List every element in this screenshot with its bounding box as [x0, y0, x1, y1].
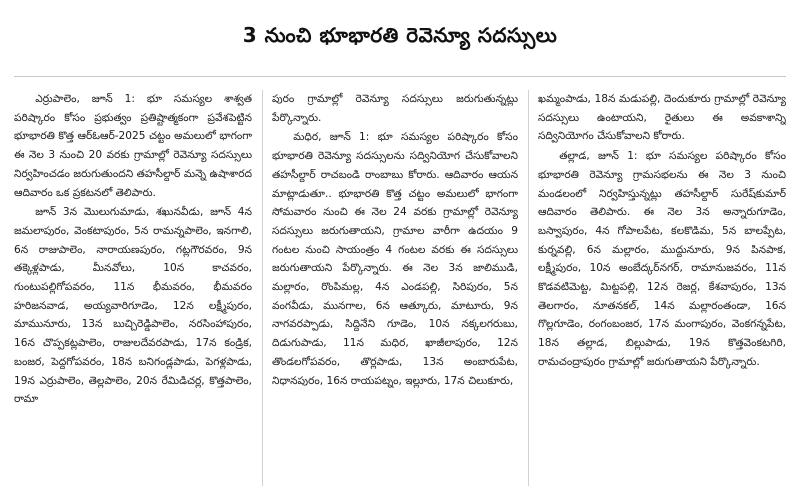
paragraph-madhira-closing: ఖమ్మంపాడు, 18న మడుపల్లి, దెందుకూరు గ్రామాల్లో రెవెన్యూ సదస్సులు ఉంటాయని, రైతులు ఈ అవకాశాన్ని సద్వినియోగం చేసుకోవాలని కోరారు.: [538, 93, 786, 143]
headline-divider: [14, 76, 786, 77]
paragraph-yerrupalem-intro: ఎర్రుపాలెం, జూన్ 1: భూ సమస్యల శాశ్వత పరిష్కారం కోసం ప్రభుత్వం ప్రతిష్టాత్మకంగా ప్రవేశపెట్టిన భూభారతి కొత్త ఆర్ఓఆర్-2025 చట్టం అమలులో భాగంగా ఈ నెల 3 నుంచి 20 వరకు గ్రామాల్లో రెవెన్యూ సదస్సులు నిర్వహించడం జరుగుతుందని తహసీల్దార్ మన్నె ఉషాశారద ఆదివారం ఒక ప్రకటనలో తెలిపారు.: [14, 93, 252, 199]
paragraph-madhira: మధిర, జూన్ 1: భూ సమస్యల పరిష్కారం కోసం భూభారతి రెవెన్యూ సదస్సులను సద్వినియోగ చేసుకోవాలని తహసీల్దార్ రాచబండి రాంబాబు కోరారు. ఆదివారం ఆయన మాట్లాడుతూ.. భూభారతి కొత్త చట్టం అమలులో భాగంగా సోమవారం నుంచి ఈ నెల 24 వరకు గ్రామాల్లో రెవెన్యూ సదస్సులు జరుగుతాయని, గ్రామాల వారీగా ఉదయం 9 గంటల నుంచి సాయంత్రం 4 గంటల వరకు ఈ సదస్సులు జరుగుతాయని పేర్కొన్నారు. ఈ నెల 3న జాలిముడి, మల్లారం, రొంపిమల్ల, 4న ఎండపల్లి, సిరిపురం, 5న వంగవీడు, మునగాల, 6న ఆత్కూరు, మాటూరు, 9న నాగవరప్పాడు, సిద్దినేని గూడెం, 10న నక్కలగరుబు, దిడుగుపాడు, 11న మధిర, ఖాజీలాపురం, 12న తొండలగోపవరం, తొర్లపాడు, 13న అంబారుపేట, నిధానపురం, 16న రాయపట్నం, ఇల్లూరు, 17న చిలుకూరు,: [272, 131, 518, 387]
article-body: [14, 90, 786, 490]
article-headline: 3 నుంచి భూభారతి రెవెన్యూ సదస్సులు: [242, 23, 558, 47]
column-divider-1: [262, 90, 263, 486]
paragraph-yerrupalem-schedule: జూన్ 3న మొలుగుమాడు, శఖునవీడు, జూన్ 4న జమలాపురం, వెంకటాపురం, 5న రామన్నపాలెం, ఇనగాలి, 6న రాజుపాలెం, నారాయణపురం, గట్లగౌరవరం, 9న తక్కెళ్లపాడు, మీనవోలు, 10న కాచవరం, గుంటుపల్లిగోపవరం, 11న భీమవరం, భీమవరం హరిజనవాడ, అయ్యవారిగూడెం, 12న లక్ష్మీపురం, మామునూరు, 13న బుచ్చిరెడ్డిపాలెం, నరసింహాపురం, 16న చొప్పకట్లపాలెం, రాజులదేవరపాడు, 17న కండ్రిక, బంజర, పెద్దగోపవరం, 18న బనిగండ్లపాడు, పెగళ్లపాడు, 19న ఎర్రుపాలెం, తెల్లపాలెం, 20న రేమిడిచర్ల, కొత్తపాలెం, రామా: [14, 206, 252, 406]
article-column-1: [14, 90, 252, 490]
paragraph-tallada: తల్లాడ, జూన్ 1: భూ సమస్యల పరిష్కారం కోసం భూభారతి రెవెన్యూ గ్రామసభలను ఈ నెల 3 నుంచి మండలంలో నిర్వహిస్తున్నట్లు తహసీల్దార్ సురేష్‌కుమార్ ఆదివారం తెలిపారు. ఈ నెల 3న అన్నారుగూడెం, బస్వాపురం, 4న గోపాలపేట, కలకొడిమ, 5న బాలప్పేట, కుర్నవల్లి, 6న మల్లారం, ముద్దునూరు, 9న పినపాక, లక్ష్మీపురం, 10న అంబేద్కర్‌నగర్, రామానుజవరం, 11న కొడవటిమెట్ట, మిట్టపల్లి, 12న రెజర్ల, కేశవాపురం, 13న తెలగారం, నూతనకల్, 14న మల్లారంతండా, 16న గొల్లగూడెం, రంగంబంజర, 17న మంగాపురం, వెంకగన్నపేట, 18న తల్లాడ, బిల్లుపాడు, 19న కొత్తవెంకటగిరి, రామచంద్రాపురం గ్రామాల్లో జరుగుతాయని పేర్కొన్నారు.: [538, 150, 786, 368]
paragraph-yerrupalem-closing: పురం గ్రామాల్లో రెవెన్యూ సదస్సులు జరుగుతున్నట్లు పేర్కొన్నారు.: [272, 93, 518, 124]
article-column-3: [538, 90, 786, 490]
column-divider-2: [528, 90, 529, 486]
article-column-2: [272, 90, 518, 490]
